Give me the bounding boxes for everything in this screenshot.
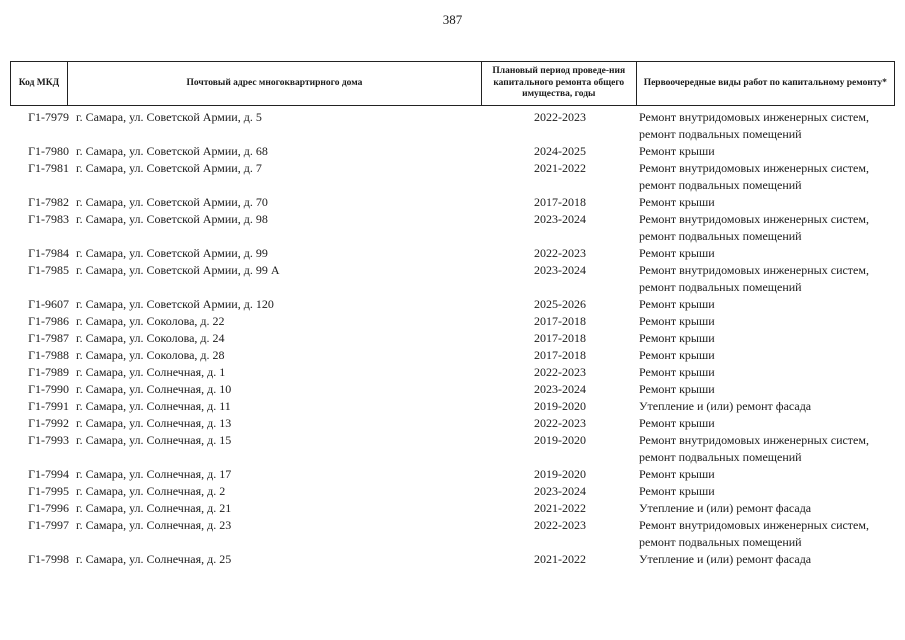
row-code: Г1-7980 [28,144,69,158]
table-row [10,296,895,313]
row-code: Г1-7987 [28,331,69,345]
row-work-line: ремонт подвальных помещений [639,127,802,141]
row-address: г. Самара, ул. Советской Армии, д. 5 [76,110,262,124]
row-work-line: Ремонт крыши [639,144,715,158]
row-address: г. Самара, ул. Солнечная, д. 1 [76,365,226,379]
row-code: Г1-7984 [28,246,69,260]
row-work-line: Ремонт внутридомовых инженерных систем, [639,263,869,277]
row-work-line: Утепление и (или) ремонт фасада [639,399,812,413]
row-period: 2021-2022 [534,552,586,566]
row-work-line: Ремонт крыши [639,382,715,396]
row-period: 2019-2020 [534,467,586,481]
row-period: 2022-2023 [534,246,586,260]
row-code: Г1-7981 [28,161,69,175]
row-period: 2023-2024 [534,212,586,226]
row-address: г. Самара, ул. Солнечная, д. 11 [76,399,231,413]
row-code: Г1-7983 [28,212,69,226]
table-row [10,245,895,262]
table-row [10,483,895,500]
row-period: 2022-2023 [534,518,586,532]
row-work-line: Ремонт внутридомовых инженерных систем, [639,212,869,226]
row-works [633,296,895,313]
row-work-line: Ремонт крыши [639,246,715,260]
row-code: Г1-7993 [28,433,69,447]
row-works [633,109,895,143]
row-address: г. Самара, ул. Советской Армии, д. 68 [76,144,268,158]
row-period: 2017-2018 [534,195,586,209]
row-code: Г1-7998 [28,552,69,566]
row-address: г. Самара, ул. Советской Армии, д. 99 А [76,263,280,277]
row-address: г. Самара, ул. Солнечная, д. 15 [76,433,232,447]
row-period: 2025-2026 [534,297,586,311]
row-works [633,483,895,500]
row-work-line: ремонт подвальных помещений [639,178,802,192]
table-row [10,313,895,330]
row-address: г. Самара, ул. Солнечная, д. 21 [76,501,232,515]
row-work-line: Ремонт крыши [639,416,715,430]
row-address: г. Самара, ул. Соколова, д. 24 [76,331,225,345]
row-period: 2023-2024 [534,263,586,277]
row-code: Г1-7996 [28,501,69,515]
header-period: Плановый период проведе-ния капитального ремонта общего имущества, годы [481,62,636,105]
row-work-line: Ремонт крыши [639,365,715,379]
row-work-line: Ремонт крыши [639,195,715,209]
header-code: Код МКД [18,77,60,88]
table-row [10,211,895,245]
row-works [633,415,895,432]
table-row [10,143,895,160]
row-address: г. Самара, ул. Солнечная, д. 17 [76,467,232,481]
row-work-line: Ремонт внутридомовых инженерных систем, [639,110,869,124]
table-row [10,262,895,296]
table-row [10,517,895,551]
row-address: г. Самара, ул. Солнечная, д. 13 [76,416,232,430]
row-address: г. Самара, ул. Соколова, д. 22 [76,314,225,328]
row-work-line: Ремонт крыши [639,331,715,345]
row-code: Г1-7982 [28,195,69,209]
row-code: Г1-7989 [28,365,69,379]
row-period: 2023-2024 [534,484,586,498]
table-header [10,61,895,106]
page-number: 387 [442,12,463,27]
row-code: Г1-7995 [28,484,69,498]
row-work-line: Ремонт крыши [639,348,715,362]
row-address: г. Самара, ул. Солнечная, д. 10 [76,382,232,396]
row-period: 2019-2020 [534,433,586,447]
row-code: Г1-7991 [28,399,69,413]
table-row [10,551,895,568]
header-address: Почтовый адрес многоквартирного дома [67,62,481,105]
table-row [10,347,895,364]
row-period: 2022-2023 [534,365,586,379]
row-works [633,466,895,483]
row-code: Г1-7979 [28,110,69,124]
table-row [10,381,895,398]
row-works [633,347,895,364]
row-period: 2021-2022 [534,161,586,175]
row-works [633,194,895,211]
table-row [10,398,895,415]
row-code: Г1-7994 [28,467,69,481]
row-code: Г1-7985 [28,263,69,277]
table-row [10,109,895,143]
row-works [633,160,895,194]
row-address: г. Самара, ул. Солнечная, д. 25 [76,552,232,566]
row-period: 2023-2024 [534,382,586,396]
table-row [10,432,895,466]
row-period: 2017-2018 [534,314,586,328]
header-works: Первоочередные виды работ по капитальному ремонту* [636,62,894,105]
row-works [633,313,895,330]
row-work-line: Ремонт внутридомовых инженерных систем, [639,433,869,447]
row-period: 2024-2025 [534,144,586,158]
row-works [633,500,895,517]
row-works [633,211,895,245]
row-works [633,398,895,415]
row-address: г. Самара, ул. Соколова, д. 28 [76,348,225,362]
row-work-line: Утепление и (или) ремонт фасада [639,552,812,566]
row-address: г. Самара, ул. Советской Армии, д. 98 [76,212,268,226]
row-address: г. Самара, ул. Советской Армии, д. 70 [76,195,268,209]
table-row [10,194,895,211]
row-address: г. Самара, ул. Советской Армии, д. 120 [76,297,274,311]
table-row [10,330,895,347]
row-works [633,262,895,296]
row-address: г. Самара, ул. Советской Армии, д. 99 [76,246,268,260]
row-period: 2019-2020 [534,399,586,413]
row-period: 2022-2023 [534,416,586,430]
row-works [633,381,895,398]
row-code: Г1-7997 [28,518,69,532]
row-work-line: ремонт подвальных помещений [639,535,802,549]
row-code: Г1-7988 [28,348,69,362]
row-address: г. Самара, ул. Солнечная, д. 2 [76,484,226,498]
row-works [633,364,895,381]
row-period: 2022-2023 [534,110,586,124]
row-works [633,517,895,551]
table-row [10,415,895,432]
row-code: Г1-7990 [28,382,69,396]
row-work-line: ремонт подвальных помещений [639,450,802,464]
row-works [633,551,895,568]
row-works [633,143,895,160]
row-work-line: ремонт подвальных помещений [639,280,802,294]
row-period: 2021-2022 [534,501,586,515]
row-code: Г1-7986 [28,314,69,328]
row-works [633,245,895,262]
row-code: Г1-7992 [28,416,69,430]
row-address: г. Самара, ул. Советской Армии, д. 7 [76,161,262,175]
row-works [633,330,895,347]
row-work-line: Утепление и (или) ремонт фасада [639,501,812,515]
row-work-line: Ремонт крыши [639,484,715,498]
row-period: 2017-2018 [534,348,586,362]
table-row [10,160,895,194]
row-work-line: Ремонт внутридомовых инженерных систем, [639,518,869,532]
row-work-line: Ремонт крыши [639,297,715,311]
row-work-line: Ремонт крыши [639,314,715,328]
table-row [10,466,895,483]
row-work-line: ремонт подвальных помещений [639,229,802,243]
row-code: Г1-9607 [28,297,69,311]
row-work-line: Ремонт крыши [639,467,715,481]
row-work-line: Ремонт внутридомовых инженерных систем, [639,161,869,175]
table-body [10,109,895,568]
table-row [10,500,895,517]
row-address: г. Самара, ул. Солнечная, д. 23 [76,518,232,532]
row-works [633,432,895,466]
table-row [10,364,895,381]
row-period: 2017-2018 [534,331,586,345]
